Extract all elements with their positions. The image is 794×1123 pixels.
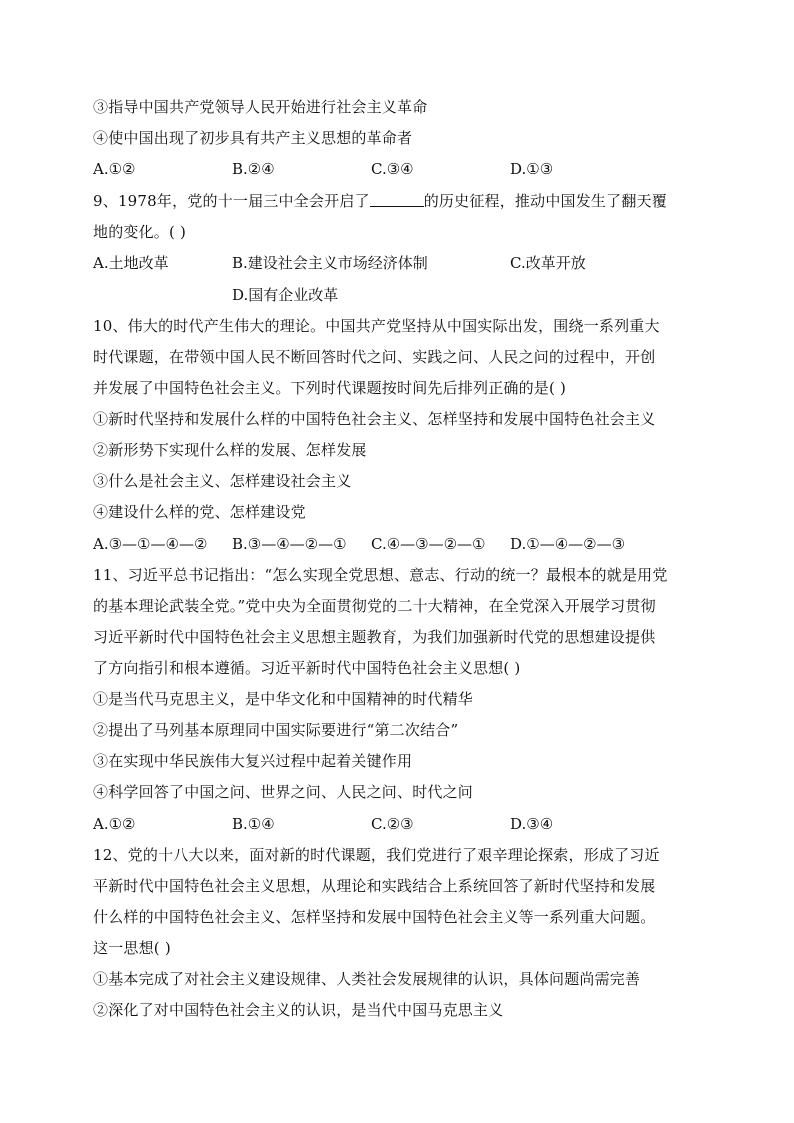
- q11-statement-2: ②提出了马列基本原理同中国实际要进行“第二次结合”: [93, 721, 459, 739]
- q12-stem-line-3: 什么样的中国特色社会主义、怎样坚持和发展中国特色社会主义等一系列重大问题。: [93, 908, 656, 926]
- q10-stem-line-1: 10、伟大的时代产生伟大的理论。中国共产党坚持从中国实际出发，围绕一系列重大: [93, 317, 660, 335]
- q12-stem-line-1: 12、党的十八大以来，面对新的时代课题，我们党进行了艰辛理论探索，形成了习近: [93, 846, 660, 864]
- q10-stem-line-2: 时代课题，在带领中国人民不断回答时代之问、实践之问、人民之问的过程中，开创: [93, 348, 656, 366]
- q11-stem-line-3: 习近平新时代中国特色社会主义思想主题教育，为我们加强新时代党的思想建设提供: [93, 628, 656, 646]
- q12-statement-1: ①基本完成了对社会主义建设规律、人类社会发展规律的认识，具体问题尚需完善: [93, 970, 641, 988]
- q10-option-c[interactable]: C.④—③—②—①: [371, 535, 486, 553]
- q11-statement-1: ①是当代马克思主义，是中华文化和中国精神的时代精华: [93, 690, 474, 708]
- q10-option-a[interactable]: A.③—①—④—②: [93, 535, 208, 553]
- q9-option-c[interactable]: C.改革开放: [510, 254, 586, 272]
- q12-stem-line-2: 平新时代中国特色社会主义思想，从理论和实践结合上系统回答了新时代坚持和发展: [93, 877, 656, 895]
- q10-stem-line-3: 并发展了中国特色社会主义。下列时代课题按时间先后排列正确的是( ): [93, 379, 567, 397]
- q9-stem-before-blank: 9、1978年，党的十一届三中全会开启了: [93, 192, 370, 210]
- q11-statement-4: ④科学回答了中国之问、世界之问、人民之问、时代之问: [93, 783, 474, 801]
- q11-stem-line-1: 11、习近平总书记指出：“怎么实现全党思想、意志、行动的统一？最根本的就是用党: [93, 566, 668, 584]
- q11-option-c[interactable]: C.②③: [371, 815, 414, 833]
- q10-statement-3: ③什么是社会主义、怎样建设社会主义: [93, 472, 352, 490]
- q8-option-b[interactable]: B.②④: [232, 160, 275, 178]
- q10-option-b[interactable]: B.③—④—②—①: [232, 535, 347, 553]
- q11-option-d[interactable]: D.③④: [510, 815, 554, 833]
- q9-stem-line-2: 地的变化。( ): [93, 223, 187, 241]
- q11-stem-line-2: 的基本理论武装全党。”党中央为全面贯彻党的二十大精神，在全党深入开展学习贯彻: [93, 597, 656, 615]
- q9-option-d[interactable]: D.国有企业改革: [232, 286, 339, 304]
- q12-stem-line-4: 这一思想( ): [93, 939, 171, 957]
- q10-option-d[interactable]: D.①—④—②—③: [510, 535, 626, 553]
- q11-option-b[interactable]: B.①④: [232, 815, 275, 833]
- q9-option-a[interactable]: A.土地改革: [93, 254, 169, 272]
- q9-answer-blank: [370, 190, 424, 207]
- q9-stem-line-1: [93, 188, 667, 214]
- q8-statement-4: ④使中国出现了初步具有共产主义思想的革命者: [93, 129, 413, 147]
- q10-statement-4: ④建设什么样的党、怎样建设党: [93, 503, 306, 521]
- q11-statement-3: ③在实现中华民族伟大复兴过程中起着关键作用: [93, 752, 413, 770]
- q11-option-a[interactable]: A.①②: [93, 815, 136, 833]
- q8-option-c[interactable]: C.③④: [371, 160, 414, 178]
- q10-statement-2: ②新形势下实现什么样的发展、怎样发展: [93, 441, 367, 459]
- q12-statement-2: ②深化了对中国特色社会主义的认识，是当代中国马克思主义: [93, 1001, 504, 1019]
- q11-stem-line-4: 了方向指引和根本遵循。习近平新时代中国特色社会主义思想( ): [93, 659, 521, 677]
- q9-stem-after-blank: 的历史征程，推动中国发生了翻天覆: [423, 192, 667, 210]
- q8-statement-3: ③指导中国共产党领导人民开始进行社会主义革命: [93, 98, 428, 116]
- q8-option-d[interactable]: D.①③: [510, 160, 554, 178]
- q9-option-b[interactable]: B.建设社会主义市场经济体制: [232, 254, 428, 272]
- q10-statement-1: ①新时代坚持和发展什么样的中国特色社会主义、怎样坚持和发展中国特色社会主义: [93, 410, 656, 428]
- q8-option-a[interactable]: A.①②: [93, 160, 136, 178]
